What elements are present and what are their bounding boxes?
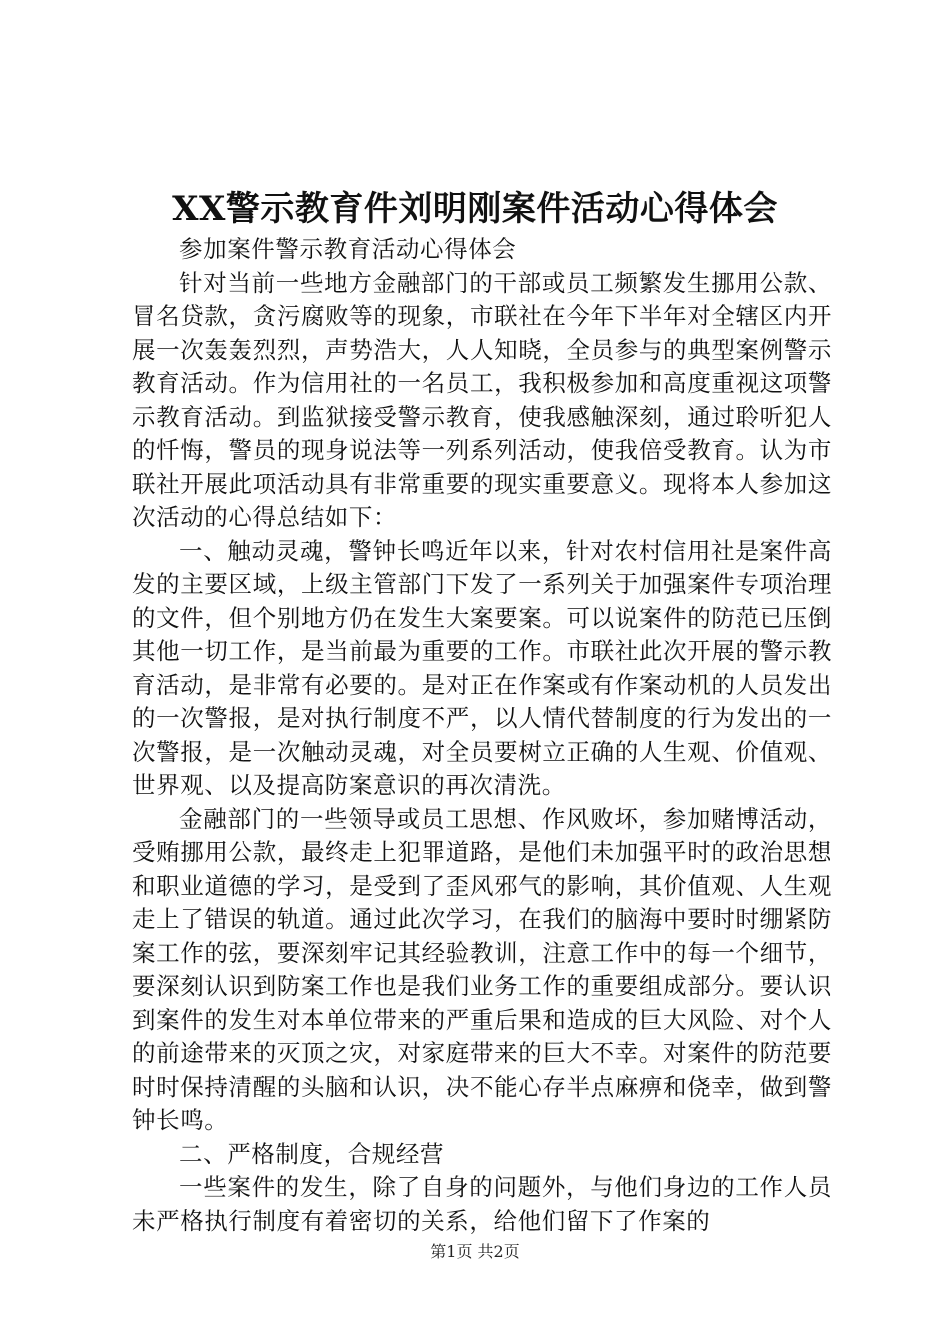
paragraph-section-one: 一、触动灵魂，警钟长鸣近年以来，针对农村信用社是案件高发的主要区域，上级主管部门下发了一系列关于加强案件专项治理的文件，但个别地方仍在发生大案要案。可以说案件的防范已压倒其他一切工作，是当前最为重要的工作。市联社此次开展的警示教育活动，是非常有必要的。是对正在作案或有作案动机的人员发出的一次警报，是对执行制度不严，以人情代替制度的行为发出的一次警报，是一次触动灵魂，对全员要树立正确的人生观、价值观、世界观、以及提高防案意识的再次清洗。 [132, 536, 832, 799]
page-number-footer: 第1页 共2页 [430, 1242, 520, 1261]
paragraph-subtitle: 参加案件警示教育活动心得体会 [179, 235, 517, 263]
paragraph-section-two: 一些案件的发生，除了自身的问题外，与他们身边的工作人员未严格执行制度有着密切的关系，给他们留下了作案的 [132, 1173, 832, 1235]
paragraph-section-two-heading: 二、严格制度，合规经营 [179, 1139, 445, 1168]
paragraph-intro: 针对当前一些地方金融部门的干部或员工频繁发生挪用公款、冒名贷款，贪污腐败等的现象，市联社在今年下半年对全辖区内开展一次轰轰烈烈，声势浩大，人人知晓，全员参与的典型案例警示教育活动。作为信用社的一名员工，我积极参加和高度重视这项警示教育活动。到监狱接受警示教育，使我感触深刻，通过聆听犯人的忏悔，警员的现身说法等一列系列活动，使我倍受教育。认为市联社开展此项活动具有非常重要的现实重要意义。现将本人参加这次活动的心得总结如下： [132, 268, 832, 531]
paragraph-finance-dept: 金融部门的一些领导或员工思想、作风败坏，参加赌博活动，受贿挪用公款，最终走上犯罪道路，是他们未加强平时的政治思想和职业道德的学习，是受到了歪风邪气的影响，其价值观、人生观走上了错误的轨道。通过此次学习，在我们的脑海中要时时绷紧防案工作的弦，要深刻牢记其经验教训，注意工作中的每一个细节，要深刻认识到防案工作也是我们业务工作的重要组成部分。要认识到案件的发生对本单位带来的严重后果和造成的巨大风险、对个人的前途带来的灭顶之灾，对家庭带来的巨大不幸。对案件的防范要时时保持清醒的头脑和认识，决不能心存半点麻痹和侥幸，做到警钟长鸣。 [132, 804, 832, 1134]
document-title: XX警示教育件刘明刚案件活动心得体会 [172, 189, 778, 229]
document-body [132, 233, 832, 1238]
